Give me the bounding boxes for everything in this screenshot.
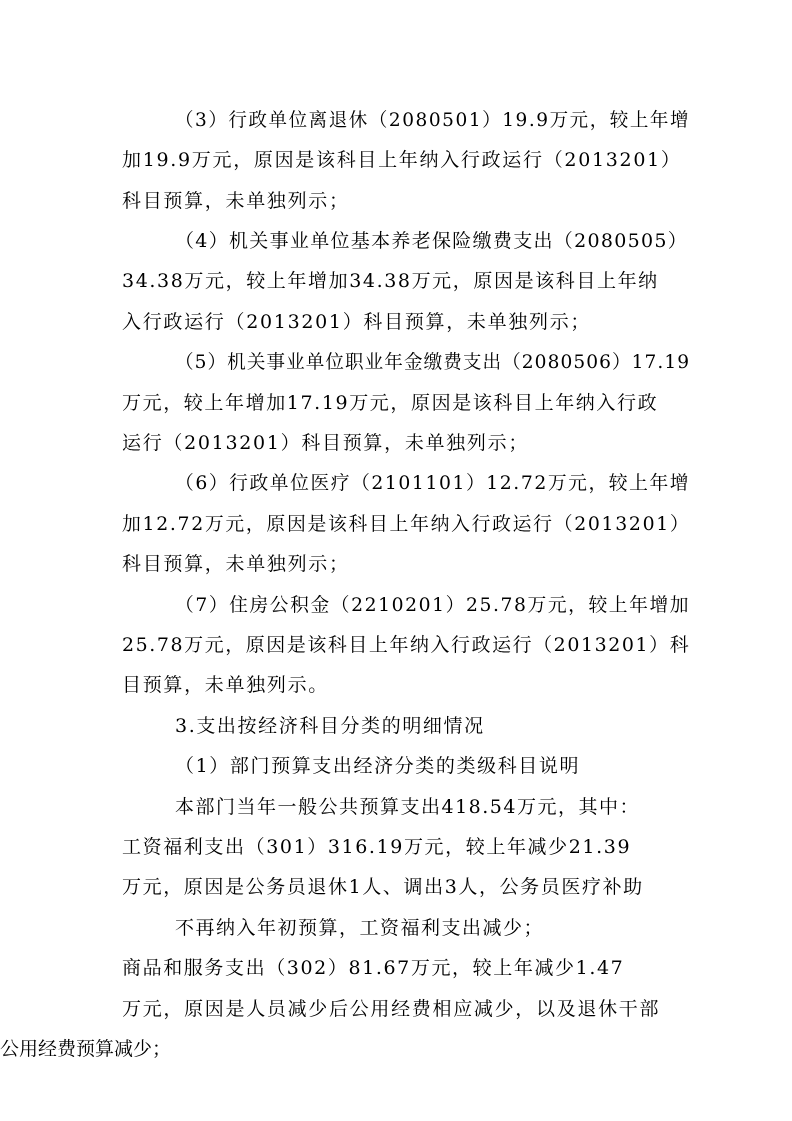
text-line: 公用经费预算减少； xyxy=(0,1038,172,1060)
text-line: （5）机关事业单位职业年金缴费支出（2080506）17.19 xyxy=(175,351,691,373)
text-line: 入行政运行（2013201）科目预算，未单独列示； xyxy=(122,311,592,333)
text-line: 商品和服务支出（302）81.67万元，较上年减少1.47 xyxy=(122,957,625,979)
text-line: （7）住房公积金（2210201）25.78万元，较上年增加 xyxy=(175,594,691,616)
text-line: 万元，原因是公务员退休1人、调出3人，公务员医疗补助 xyxy=(122,876,644,898)
text-line: 科目预算，未单独列示； xyxy=(122,190,350,212)
text-line: 万元，较上年增加17.19万元，原因是该科目上年纳入行政 xyxy=(122,392,659,414)
text-line: 科目预算，未单独列示； xyxy=(122,553,350,575)
text-line: 加12.72万元，原因是该科目上年纳入行政运行（2013201） xyxy=(122,513,691,535)
text-line: 不再纳入年初预算，工资福利支出减少； xyxy=(175,917,545,939)
text-line: 本部门当年一般公共预算支出418.54万元，其中： xyxy=(175,796,640,818)
text-line: （3）行政单位离退休（2080501）19.9万元，较上年增 xyxy=(175,109,690,131)
text-line: 万元，原因是人员减少后公用经费相应减少，以及退休干部 xyxy=(122,998,661,1020)
text-line: （6）行政单位医疗（2101101）12.72万元，较上年增 xyxy=(175,472,691,494)
text-line: 加19.9万元，原因是该科目上年纳入行政运行（2013201） xyxy=(122,149,682,171)
text-line: 运行（2013201）科目预算，未单独列示； xyxy=(122,432,530,454)
text-line: （4）机关事业单位基本养老保险缴费支出（2080505） xyxy=(175,230,689,252)
text-line: 25.78万元，原因是该科目上年纳入行政运行（2013201）科 xyxy=(122,634,691,656)
subsection-heading: （1）部门预算支出经济分类的类级科目说明 xyxy=(175,755,581,777)
text-line: 目预算，未单独列示。 xyxy=(122,674,330,696)
section-heading: 3.支出按经济科目分类的明细情况 xyxy=(175,715,485,737)
text-line: 34.38万元，较上年增加34.38万元，原因是该科目上年纳 xyxy=(122,270,659,292)
text-line: 工资福利支出（301）316.19万元，较上年减少21.39 xyxy=(122,836,632,858)
